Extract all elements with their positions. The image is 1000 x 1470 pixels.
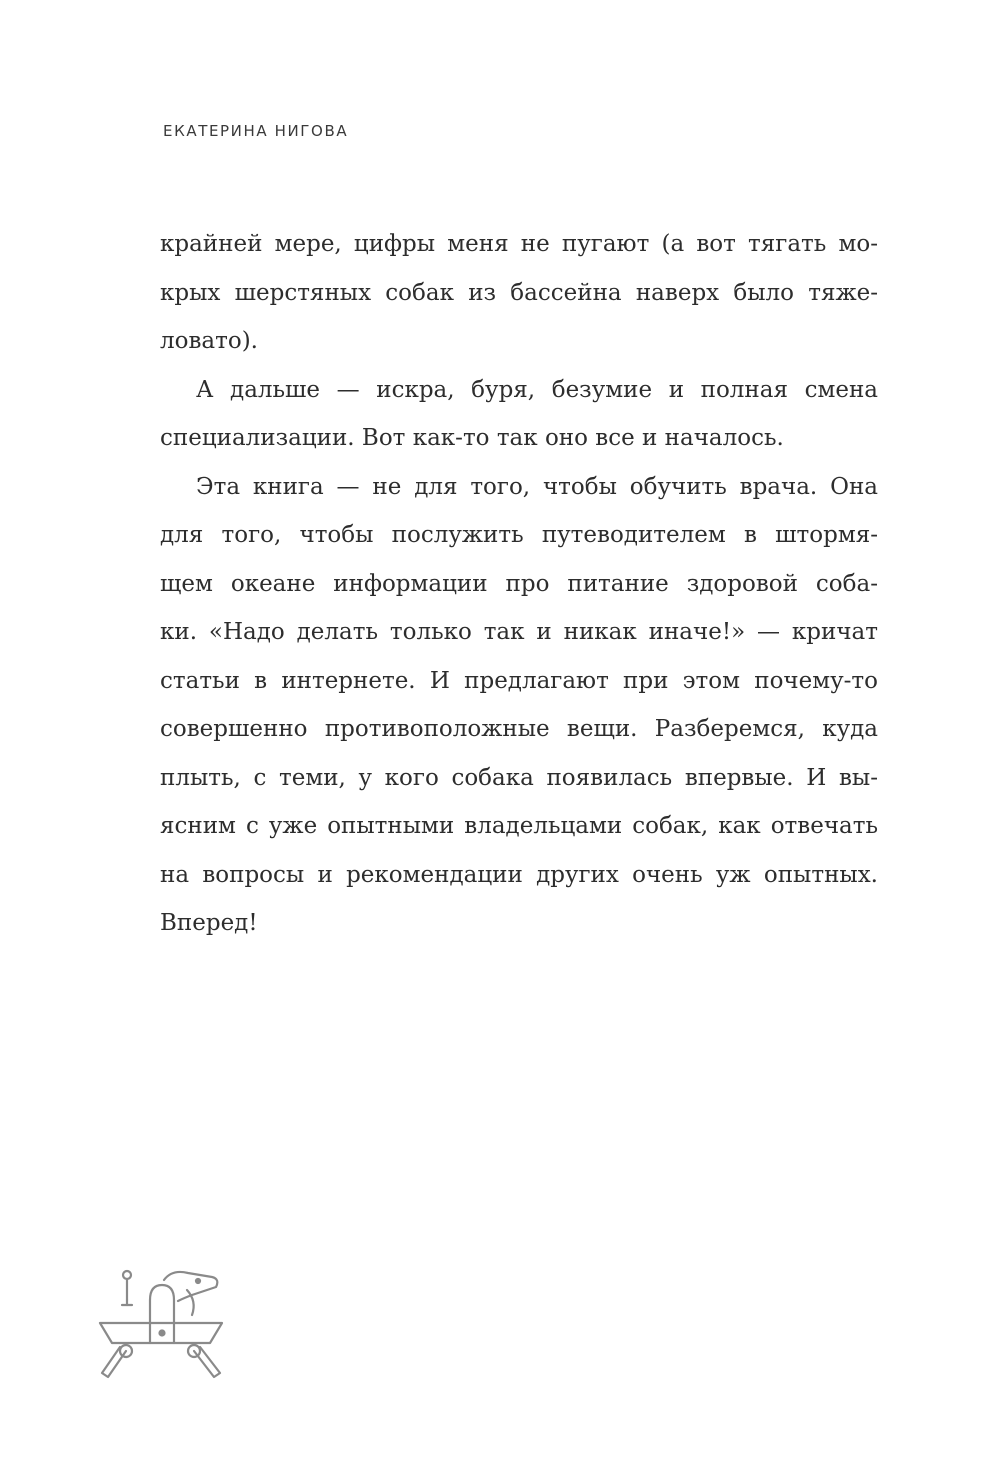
body-text: [160, 220, 878, 948]
text-line: Вперед!: [160, 910, 258, 936]
running-head: ЕКАТЕРИНА НИГОВА: [163, 122, 349, 140]
antenna-icon: [123, 1271, 131, 1300]
text-line: А дальше — искра, буря, безумие и полная смена: [196, 376, 878, 403]
text-line: статьи в интернете. И предлагают при этом почему-то: [160, 667, 878, 694]
text-line: ки. «Надо делать только так и никак иначе!» — кричат: [160, 619, 878, 645]
text-line: плыть, с теми, у кого собака появилась впервые. И вы-: [160, 764, 878, 791]
text-line: крайней мере, цифры меня не пугают (а вот тягать мо-: [160, 231, 878, 257]
text-line: ясним с уже опытными владельцами собак, как отвечать: [160, 813, 878, 839]
text-line: ловато).: [160, 328, 258, 354]
text-line: щем океане информации про питание здоровой соба-: [160, 570, 878, 597]
back-leg-icon: [188, 1345, 220, 1377]
text-line: совершенно противоположные вещи. Разберемся, куда: [160, 716, 878, 742]
text-line: крых шерстяных собак из бассейна наверх было тяже-: [160, 279, 878, 306]
front-leg-icon: [102, 1345, 132, 1377]
text-line: специализации. Вот как-то так оно все и началось.: [160, 425, 784, 451]
text-line: Эта книга — не для того, чтобы обучить врача. Она: [196, 473, 878, 500]
text-line: на вопросы и рекомендации других очень уж опытных.: [160, 861, 878, 888]
text-line: для того, чтобы послужить путеводителем в штормя-: [160, 522, 878, 548]
robot-dog-icon: [92, 1265, 227, 1385]
